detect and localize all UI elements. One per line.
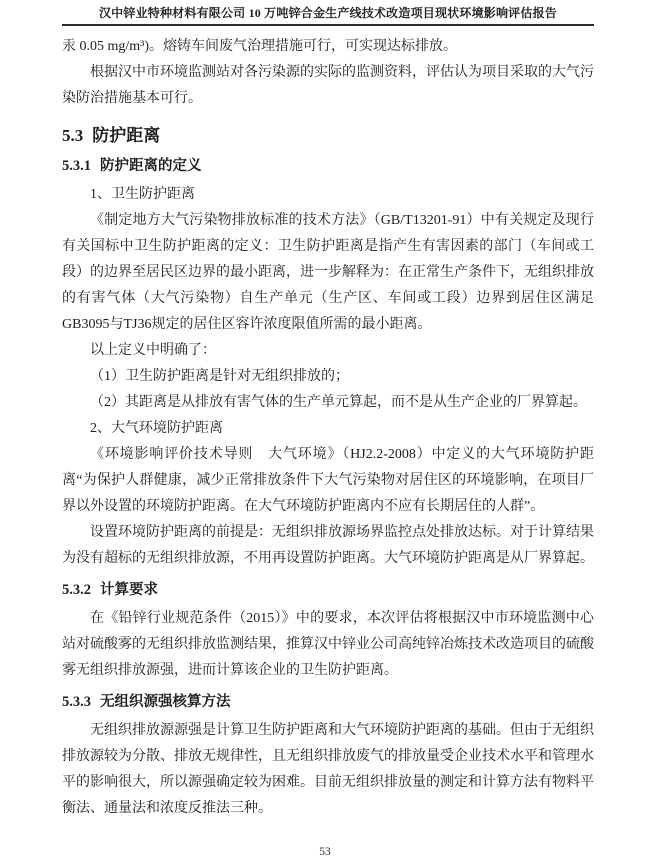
document-body [62,34,594,822]
section-title: 防护距离的定义 [100,158,202,174]
section-title: 无组织源强核算方法 [100,694,231,710]
section-heading-5-3-1 [62,156,594,176]
list-item-atmospheric-distance: 2、大气环境防护距离 [90,421,223,436]
list-item-sanitary-distance: 1、卫生防护距离 [90,187,195,202]
para-monitoring-conclusion: 根据汉中市环境监测站对各污染源的实际的监测资料，评估认为项目采取的大气污染防治措施基本可行。 [62,65,594,106]
para-sanitary-distance-definition: 《制定地方大气污染物排放标准的技术方法》（GB/T13201-91）中有关规定及现行有关国标中卫生防护距离的定义：卫生防护距离是指产生有害因素的部门（车间或工段）的边界至居民区边界的最小距离，进一步解释为：在正常生产条件下，无组织排放的有害气体（大气污染物）自生产单元（生产区、车间或工段）边界到居住区满足GB3095与TJ36规定的居住区容许浓度限值所需的最小距离。 [62,213,594,332]
para-distance-premise: 设置环境防护距离的前提是：无组织排放源场界监控点处排放达标。对于计算结果为没有超标的无组织排放源，不用再设置防护距离。大气环境防护距离是从厂界算起。 [62,525,594,566]
para-mercury-emission: 汞 0.05 mg/m³)。熔铸车间废气治理措施可行，可实现达标排放。 [62,39,458,54]
section-number: 5.3 [62,126,84,145]
list-item-clarify-1: （1）卫生防护距离是针对无组织排放的； [90,369,349,384]
para-calculation-requirement: 在《铅锌行业规范条件（2015）》中的要求，本次评估将根据汉中市环境监测中心站对硫酸雾的无组织排放监测结果，推算汉中锌业公司高纯锌冶炼技术改造项目的硫酸雾无组织排放源强，进而计算该企业的卫生防护距离。 [62,611,594,678]
page-number: 53 [319,846,331,858]
running-header-title: 汉中锌业特种材料有限公司 10 万吨锌合金生产线技术改造项目现状环境影响评估报告 [62,0,594,26]
section-number: 5.3.1 [62,158,91,174]
section-number: 5.3.2 [62,582,91,598]
para-atmospheric-distance-definition: 《环境影响评价技术导则 大气环境》（HJ2.2-2008）中定义的大气环境防护距离“为保护人群健康，减少正常排放条件下大气污染物对居住区的环境影响，在项目厂界以外设置的环境防护距离。在大气环境防护距离内不应有长期居住的人群”。 [62,447,594,514]
section-heading-5-3 [62,124,594,148]
section-heading-5-3-3 [62,692,594,712]
para-fugitive-source-method: 无组织排放源源强是计算卫生防护距离和大气环境防护距离的基础。但由于无组织排放源较为分散、排放无规律性，且无组织排放废气的排放量受企业技术水平和管理水平的影响很大，所以源强确定较为困难。目前无组织排放量的测定和计算方法有物料平衡法、通量法和浓度反推法三种。 [62,723,594,816]
section-heading-5-3-2 [62,580,594,600]
section-title: 防护距离 [92,126,161,145]
para-definition-clarify: 以上定义中明确了： [90,343,216,358]
section-number: 5.3.3 [62,694,91,710]
section-title: 计算要求 [100,582,158,598]
list-item-clarify-2: （2）其距离是从排放有害气体的生产单元算起，而不是从生产企业的厂界算起。 [90,395,587,410]
